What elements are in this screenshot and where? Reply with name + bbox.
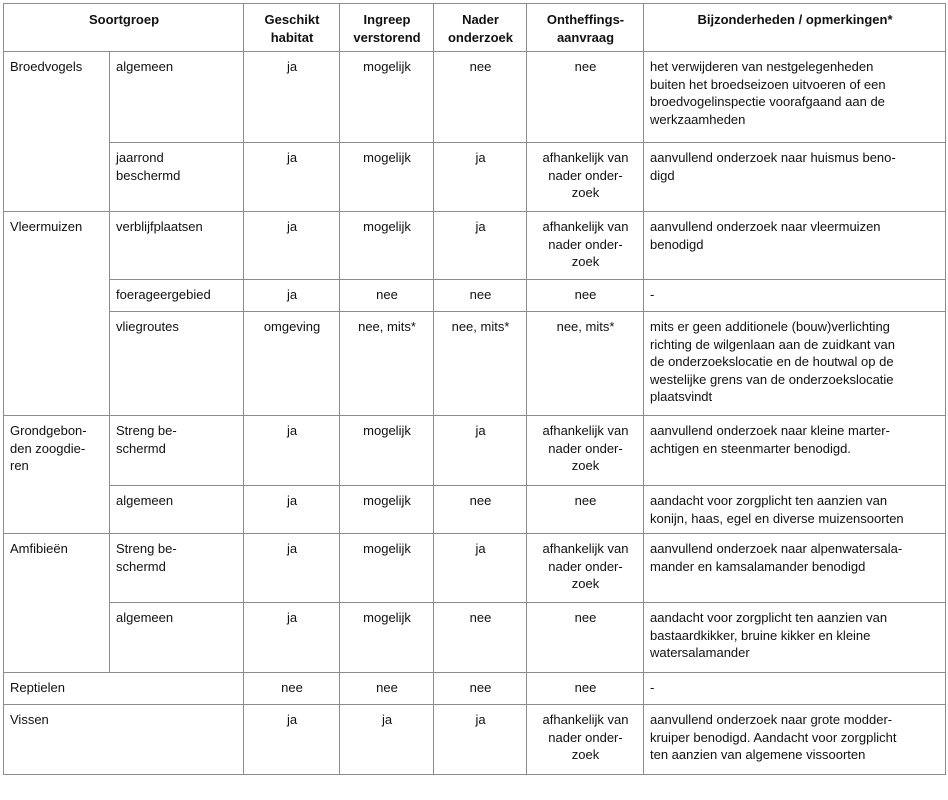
ingreep-cell: mogelijk — [340, 52, 434, 143]
ingreep-cell: nee — [340, 673, 434, 705]
habitat-cell: ja — [244, 416, 340, 486]
soortgroep-table-wrapper — [3, 3, 946, 775]
subgroup-cell: verblijfplaatsen — [110, 212, 244, 280]
nader-cell: nee, mits* — [434, 312, 527, 416]
ingreep-cell: mogelijk — [340, 603, 434, 673]
table-row — [4, 705, 946, 775]
table-row — [4, 416, 946, 486]
ingreep-cell: nee, mits* — [340, 312, 434, 416]
nader-cell: ja — [434, 212, 527, 280]
table-row — [4, 603, 946, 673]
table-row — [4, 212, 946, 280]
ontheffing-cell: afhankelijk van nader onder- zoek — [527, 534, 644, 603]
ontheffing-cell: nee, mits* — [527, 312, 644, 416]
opmerking-cell: aanvullend onderzoek naar alpenwatersala- mander en kamsalamander benodigd — [644, 534, 946, 603]
ontheffing-cell: afhankelijk van nader onder- zoek — [527, 416, 644, 486]
ingreep-cell: mogelijk — [340, 143, 434, 212]
subgroup-cell: Streng be- schermd — [110, 416, 244, 486]
habitat-cell: ja — [244, 486, 340, 534]
opmerking-cell: - — [644, 280, 946, 312]
nader-cell: ja — [434, 143, 527, 212]
nader-cell: ja — [434, 534, 527, 603]
group-cell-vissen: Vissen — [4, 705, 244, 775]
ingreep-cell: mogelijk — [340, 486, 434, 534]
subgroup-cell: Streng be- schermd — [110, 534, 244, 603]
table-row — [4, 673, 946, 705]
table-row — [4, 486, 946, 534]
ontheffing-cell: nee — [527, 486, 644, 534]
table-row — [4, 312, 946, 416]
ingreep-cell: mogelijk — [340, 534, 434, 603]
nader-cell: nee — [434, 486, 527, 534]
header-nader-onderzoek: Nader onderzoek — [434, 4, 527, 52]
ontheffing-cell: nee — [527, 603, 644, 673]
opmerking-cell: aanvullend onderzoek naar grote modder- kruiper benodigd. Aandacht voor zorgplicht ten aanzien van algemene vissoorten — [644, 705, 946, 775]
header-soortgroep: Soortgroep — [4, 4, 244, 52]
ontheffing-cell: nee — [527, 673, 644, 705]
table-row — [4, 534, 946, 603]
opmerking-cell: mits er geen additionele (bouw)verlichting richting de wilgenlaan aan de zuidkant van de onderzoekslocatie en de houtwal op de westelijke grens van de onderzoekslocatie plaatsvindt — [644, 312, 946, 416]
header-ingreep-verstorend: Ingreep verstorend — [340, 4, 434, 52]
opmerking-cell: aandacht voor zorgplicht ten aanzien van konijn, haas, egel en diverse muizensoorten — [644, 486, 946, 534]
habitat-cell: nee — [244, 673, 340, 705]
ingreep-cell: nee — [340, 280, 434, 312]
subgroup-cell: vliegroutes — [110, 312, 244, 416]
ontheffing-cell: afhankelijk van nader onder- zoek — [527, 705, 644, 775]
ontheffing-cell: afhankelijk van nader onder- zoek — [527, 143, 644, 212]
opmerking-cell: aanvullend onderzoek naar kleine marter- achtigen en steenmarter benodigd. — [644, 416, 946, 486]
nader-cell: nee — [434, 52, 527, 143]
group-cell-broedvogels: Broedvogels — [4, 52, 110, 212]
table-row — [4, 143, 946, 212]
habitat-cell: omgeving — [244, 312, 340, 416]
habitat-cell: ja — [244, 705, 340, 775]
opmerking-cell: - — [644, 673, 946, 705]
subgroup-cell: foerageergebied — [110, 280, 244, 312]
subgroup-cell: algemeen — [110, 52, 244, 143]
habitat-cell: ja — [244, 280, 340, 312]
opmerking-cell: aanvullend onderzoek naar huismus beno- digd — [644, 143, 946, 212]
ontheffing-cell: nee — [527, 52, 644, 143]
habitat-cell: ja — [244, 212, 340, 280]
nader-cell: ja — [434, 705, 527, 775]
nader-cell: nee — [434, 673, 527, 705]
subgroup-cell: algemeen — [110, 603, 244, 673]
habitat-cell: ja — [244, 603, 340, 673]
subgroup-cell: algemeen — [110, 486, 244, 534]
ingreep-cell: ja — [340, 705, 434, 775]
ontheffing-cell: afhankelijk van nader onder- zoek — [527, 212, 644, 280]
subgroup-cell: jaarrond beschermd — [110, 143, 244, 212]
habitat-cell: ja — [244, 143, 340, 212]
group-cell-vleermuizen: Vleermuizen — [4, 212, 110, 416]
group-cell-grondgebonden-zoogdieren: Grondgebon- den zoogdie- ren — [4, 416, 110, 534]
ingreep-cell: mogelijk — [340, 212, 434, 280]
header-ontheffingsaanvraag: Ontheffings- aanvraag — [527, 4, 644, 52]
table-row — [4, 52, 946, 143]
header-row — [4, 4, 946, 52]
header-bijzonderheden: Bijzonderheden / opmerkingen* — [644, 4, 946, 52]
header-geschikt-habitat: Geschikt habitat — [244, 4, 340, 52]
nader-cell: ja — [434, 416, 527, 486]
table-row — [4, 280, 946, 312]
opmerking-cell: het verwijderen van nestgelegenheden buiten het broedseizoen uitvoeren of een broedvogelinspectie voorafgaand aan de werkzaamheden — [644, 52, 946, 143]
ontheffing-cell: nee — [527, 280, 644, 312]
opmerking-cell: aanvullend onderzoek naar vleermuizen benodigd — [644, 212, 946, 280]
nader-cell: nee — [434, 603, 527, 673]
habitat-cell: ja — [244, 52, 340, 143]
soortgroep-table — [3, 3, 946, 775]
nader-cell: nee — [434, 280, 527, 312]
habitat-cell: ja — [244, 534, 340, 603]
opmerking-cell: aandacht voor zorgplicht ten aanzien van bastaardkikker, bruine kikker en kleine watersalamander — [644, 603, 946, 673]
group-cell-reptielen: Reptielen — [4, 673, 244, 705]
group-cell-amfibieen: Amfibieën — [4, 534, 110, 673]
ingreep-cell: mogelijk — [340, 416, 434, 486]
